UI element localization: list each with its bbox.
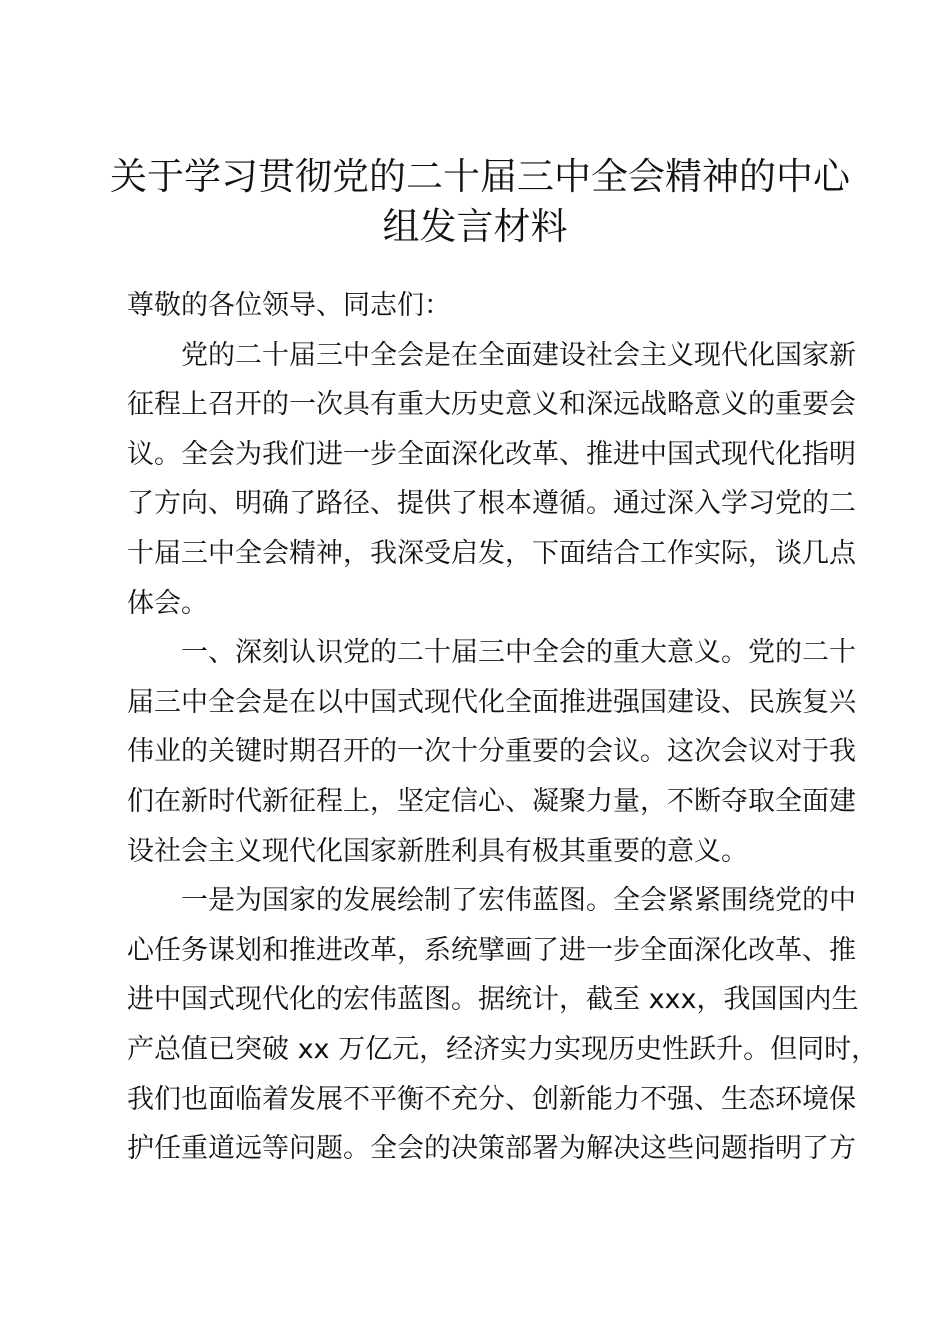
paragraph-point-1 — [127, 876, 879, 1174]
paragraph-intro — [127, 331, 856, 629]
paragraph-line: 党的二十届三中全会是在全面建设社会主义现代化国家新 — [181, 339, 856, 371]
paragraph-line: 议。全会为我们进一步全面深化改革、推进中国式现代化指明 — [127, 438, 856, 470]
paragraph-line: 十届三中全会精神，我深受启发，下面结合工作实际，谈几点 — [127, 537, 856, 569]
paragraph-line: 了方向、明确了路径、提供了根本遵循。通过深入学习党的二 — [127, 488, 856, 520]
paragraph-line: 一是为国家的发展绘制了宏伟蓝图。全会紧紧围绕党的中 — [181, 885, 856, 917]
paragraph-line: 们在新时代新征程上，坚定信心、凝聚力量，不断夺取全面建 — [127, 785, 856, 817]
paragraph-line: 产总值已突破 xx 万亿元，经济实力实现历史性跃升。但同时， — [127, 1033, 879, 1065]
paragraph-line: 一、深刻认识党的二十届三中全会的重大意义。党的二十 — [181, 637, 856, 669]
paragraph-line: 体会。 — [127, 587, 208, 619]
salutation: 尊敬的各位领导、同志们： — [127, 290, 451, 321]
paragraph-line: 设社会主义现代化国家新胜利具有极其重要的意义。 — [127, 835, 748, 867]
title-line-1: 关于学习贯彻党的二十届三中全会精神的中心 — [110, 155, 850, 198]
document-body — [127, 281, 879, 1174]
document-title — [110, 152, 850, 252]
paragraph-line: 我们也面临着发展不平衡不充分、创新能力不强、生态环境保 — [127, 1083, 856, 1115]
paragraph-line: 伟业的关键时期召开的一次十分重要的会议。这次会议对于我 — [127, 736, 856, 768]
paragraph-line: 征程上召开的一次具有重大历史意义和深远战略意义的重要会 — [127, 389, 856, 421]
paragraph-line: 届三中全会是在以中国式现代化全面推进强国建设、民族复兴 — [127, 686, 856, 718]
paragraph-section-1 — [127, 628, 856, 876]
paragraph-line: 护任重道远等问题。全会的决策部署为解决这些问题指明了方 — [127, 1133, 856, 1165]
paragraph-line: 进中国式现代化的宏伟蓝图。据统计，截至 xxx，我国国内生 — [127, 984, 859, 1016]
title-line-2: 组发言材料 — [382, 205, 568, 248]
paragraph-line: 心任务谋划和推进改革，系统擘画了进一步全面深化改革、推 — [127, 934, 856, 966]
